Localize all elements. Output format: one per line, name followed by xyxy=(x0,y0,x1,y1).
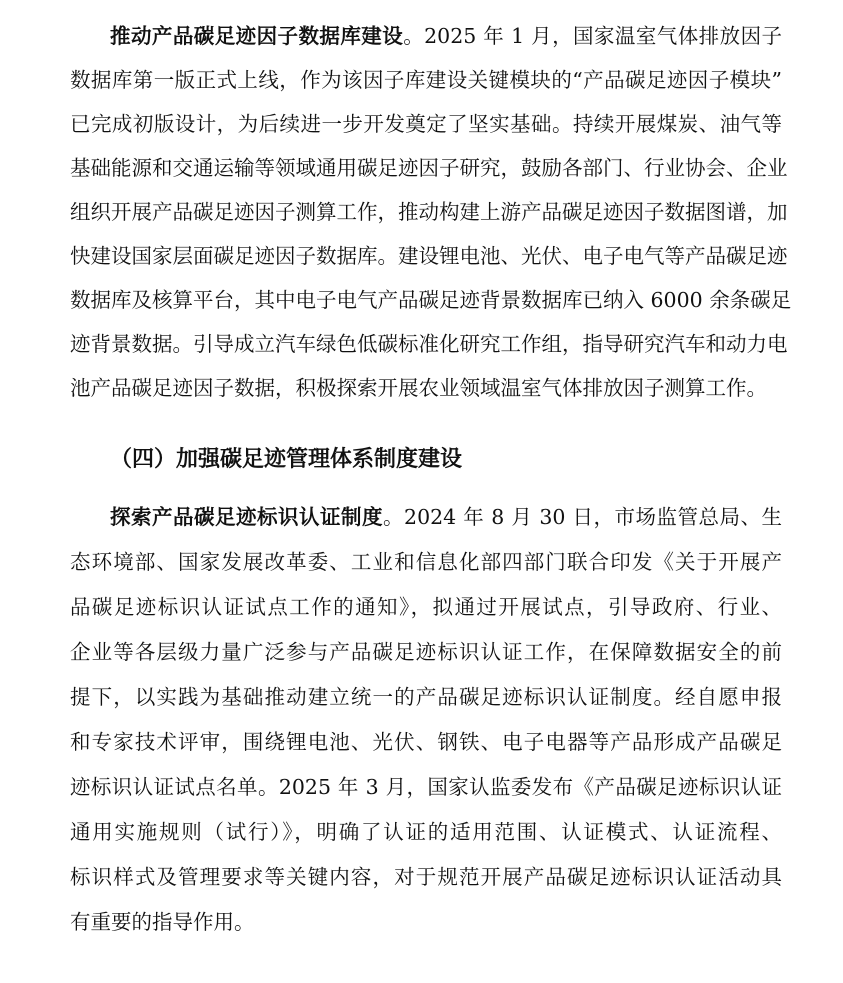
paragraph-2-line-3: 品碳足迹标识认证试点工作的通知》，拟通过开展试点，引导政府、行业、 xyxy=(70,595,782,619)
paragraph-1-line-9: 池产品碳足迹因子数据，积极探索开展农业领域温室气体排放因子测算工作。 xyxy=(70,376,767,400)
paragraph-1-line-4: 基础能源和交通运输等领域通用碳足迹因子研究，鼓励各部门、行业协会、企业 xyxy=(70,156,788,180)
paragraph-2-line-1 xyxy=(110,495,782,539)
paragraph-2-line-2: 态环境部、国家发展改革委、工业和信息化部四部门联合印发《关于开展产 xyxy=(70,550,782,574)
paragraph-2-line-1-text: 。2024 年 8 月 30 日，市场监管总局、生 xyxy=(383,505,782,529)
paragraph-2-line-8: 通用实施规则（试行）》，明确了认证的适用范围、认证模式、认证流程、 xyxy=(70,820,782,844)
section-heading: （四）加强碳足迹管理体系制度建设 xyxy=(110,446,463,472)
paragraph-1-line-8: 迹背景数据。引导成立汽车绿色低碳标准化研究工作组，指导研究汽车和动力电 xyxy=(70,332,788,356)
paragraph-1-line-3: 已完成初版设计，为后续进一步开发奠定了坚实基础。持续开展煤炭、油气等 xyxy=(70,112,782,136)
paragraph-2-line-9: 标识样式及管理要求等关键内容，对于规范开展产品碳足迹标识认证活动具 xyxy=(70,865,782,889)
paragraph-1-line-2: 数据库第一版正式上线，作为该因子库建设关键模块的“产品碳足迹因子模块” xyxy=(70,68,782,92)
paragraph-1-line-6: 快建设国家层面碳足迹因子数据库。建设锂电池、光伏、电子电气等产品碳足迹 xyxy=(70,244,788,268)
paragraph-2-line-6: 和专家技术评审，围绕锂电池、光伏、钢铁、电子电器等产品形成产品碳足 xyxy=(70,730,782,754)
paragraph-1-line-1-text: 。2025 年 1 月，国家温室气体排放因子 xyxy=(403,24,783,48)
paragraph-1-line-1 xyxy=(110,14,782,58)
paragraph-1-lead: 推动产品碳足迹因子数据库建设 xyxy=(110,24,404,48)
paragraph-2-line-10: 有重要的指导作用。 xyxy=(70,910,255,934)
paragraph-2-line-7: 迹标识认证试点名单。2025 年 3 月，国家认监委发布《产品碳足迹标识认证 xyxy=(70,775,782,799)
paragraph-1-line-5: 组织开展产品碳足迹因子测算工作，推动构建上游产品碳足迹因子数据图谱，加 xyxy=(70,200,788,224)
paragraph-2-lead: 探索产品碳足迹标识认证制度 xyxy=(110,505,384,529)
paragraph-2-line-4: 企业等各层级力量广泛参与产品碳足迹标识认证工作，在保障数据安全的前 xyxy=(70,640,782,664)
paragraph-2-line-5: 提下，以实践为基础推动建立统一的产品碳足迹标识认证制度。经自愿申报 xyxy=(70,685,782,709)
paragraph-1-line-7: 数据库及核算平台，其中电子电气产品碳足迹背景数据库已纳入 6000 余条碳足 xyxy=(70,288,792,312)
